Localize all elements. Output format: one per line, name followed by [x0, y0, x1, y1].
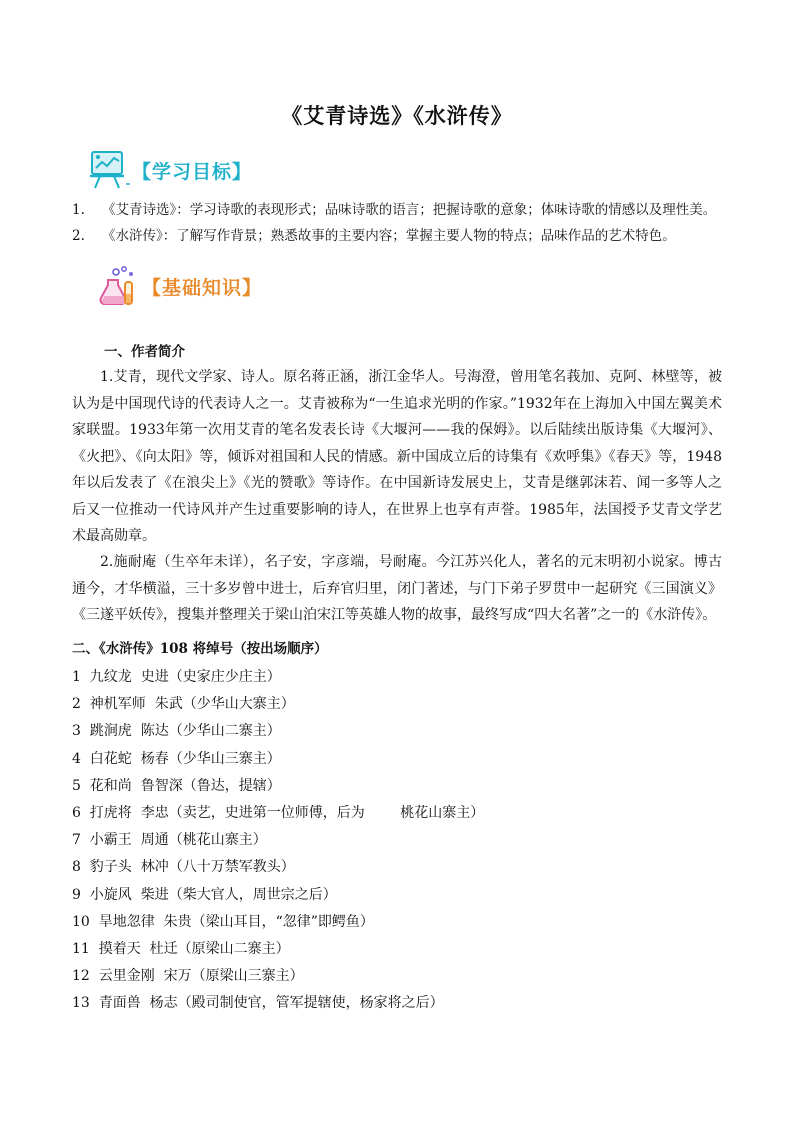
list-item: 5 花和尚 鲁智深（鲁达，提辖）: [72, 777, 281, 794]
basic-knowledge-header: [98, 264, 262, 308]
presentation-board-icon: [88, 148, 130, 192]
page-title: 《艾青诗选》《水浒传》: [281, 103, 513, 128]
hero-nickname-list: [72, 664, 732, 1017]
basic-knowledge-heading: 【基础知识】: [142, 276, 263, 299]
goal-number: 1.: [72, 202, 85, 218]
list-item: 3 跳涧虎 陈达（少华山二寨主）: [72, 723, 281, 740]
learning-goals-header: [88, 148, 252, 192]
list-item: 11 摸着天 杜迁（原梁山二寨主）: [72, 940, 290, 957]
list-item: 9 小旋风 柴进（柴大官人，周世宗之后）: [72, 886, 337, 903]
roster-heading: 二、《水浒传》108 将绰号（按出场顺序）: [72, 641, 328, 657]
learning-goals-heading: 【学习目标】: [132, 160, 253, 183]
goal-item: [72, 223, 762, 249]
flask-icon: [98, 264, 140, 308]
list-item: 4 白花蛇 杨春（少华山三寨主）: [72, 750, 281, 767]
list-item: 12 云里金刚 宋万（原梁山三寨主）: [72, 968, 304, 985]
list-item: 8 豹子头 林冲（八十万禁军教头）: [72, 859, 295, 876]
list-item: 10 旱地忽律 朱贵（梁山耳目，“忽律”即鳄鱼）: [72, 913, 374, 930]
author-intro-heading: 一、作者简介: [104, 344, 185, 360]
list-item: 1 九纹龙 史进（史家庄少庄主）: [72, 669, 281, 685]
goal-text: 《艾青诗选》：学习诗歌的表现形式；品味诗歌的语言；把握诗歌的意象；体味诗歌的情感以及理性美。: [102, 202, 717, 218]
goal-number: 2.: [72, 228, 85, 244]
goal-item: [72, 197, 762, 223]
author-paragraph-ai-qing: 1.艾青，现代文学家、诗人。原名蒋正涵，浙江金华人。号海澄，曾用笔名莪加、克阿、林壁等，被认为是中国现代诗的代表诗人之一。艾青被称为“一生追求光明的作家。”1932年在上海加入中国左翼美术家联盟。1933年第一次用艾青的笔名发表长诗《大堰河——我的保姆》。以后陆续出版诗集《大堰河》、《火把》、《向太阳》等，倾诉对祖国和人民的情感。新中国成立后的诗集有《欢呼集》《春天》等，1948年以后发表了《在浪尖上》《光的赞歌》等诗作。在中国新诗发展史上，艾青是继郭沫若、闻一多等人之后又一位推动一代诗风并产生过重要影响的诗人，在世界上也享有声誉。1985年，法国授予艾青文学艺术最高勋章。: [72, 369, 722, 544]
list-item: 13 青面兽 杨志（殿司制使官，管军提辖使，杨家将之后）: [72, 995, 444, 1012]
list-item: 6 打虎将 李忠（卖艺，史进第一位师傅，后为 桃花山寨主）: [72, 804, 485, 821]
learning-goals-list: [72, 197, 762, 249]
list-item: 2 神机军师 朱武（少华山大寨主）: [72, 696, 295, 713]
goal-text: 《水浒传》：了解写作背景；熟悉故事的主要内容；掌握主要人物的特点；品味作品的艺术特色。: [102, 228, 676, 244]
list-item: 7 小霸王 周通（桃花山寨主）: [72, 832, 267, 849]
author-paragraph-shi-naian: 2.施耐庵（生卒年未详），名子安，字彦端，号耐庵。今江苏兴化人，著名的元末明初小说家。博古通今，才华横溢，三十多岁曾中进士，后弃官归里，闭门著述，与门下弟子罗贯中一起研究《三国演义》《三遂平妖传》，搜集并整理关于梁山泊宋江等英雄人物的故事，最终写成“四大名著”之一的《水浒传》。: [72, 554, 722, 623]
